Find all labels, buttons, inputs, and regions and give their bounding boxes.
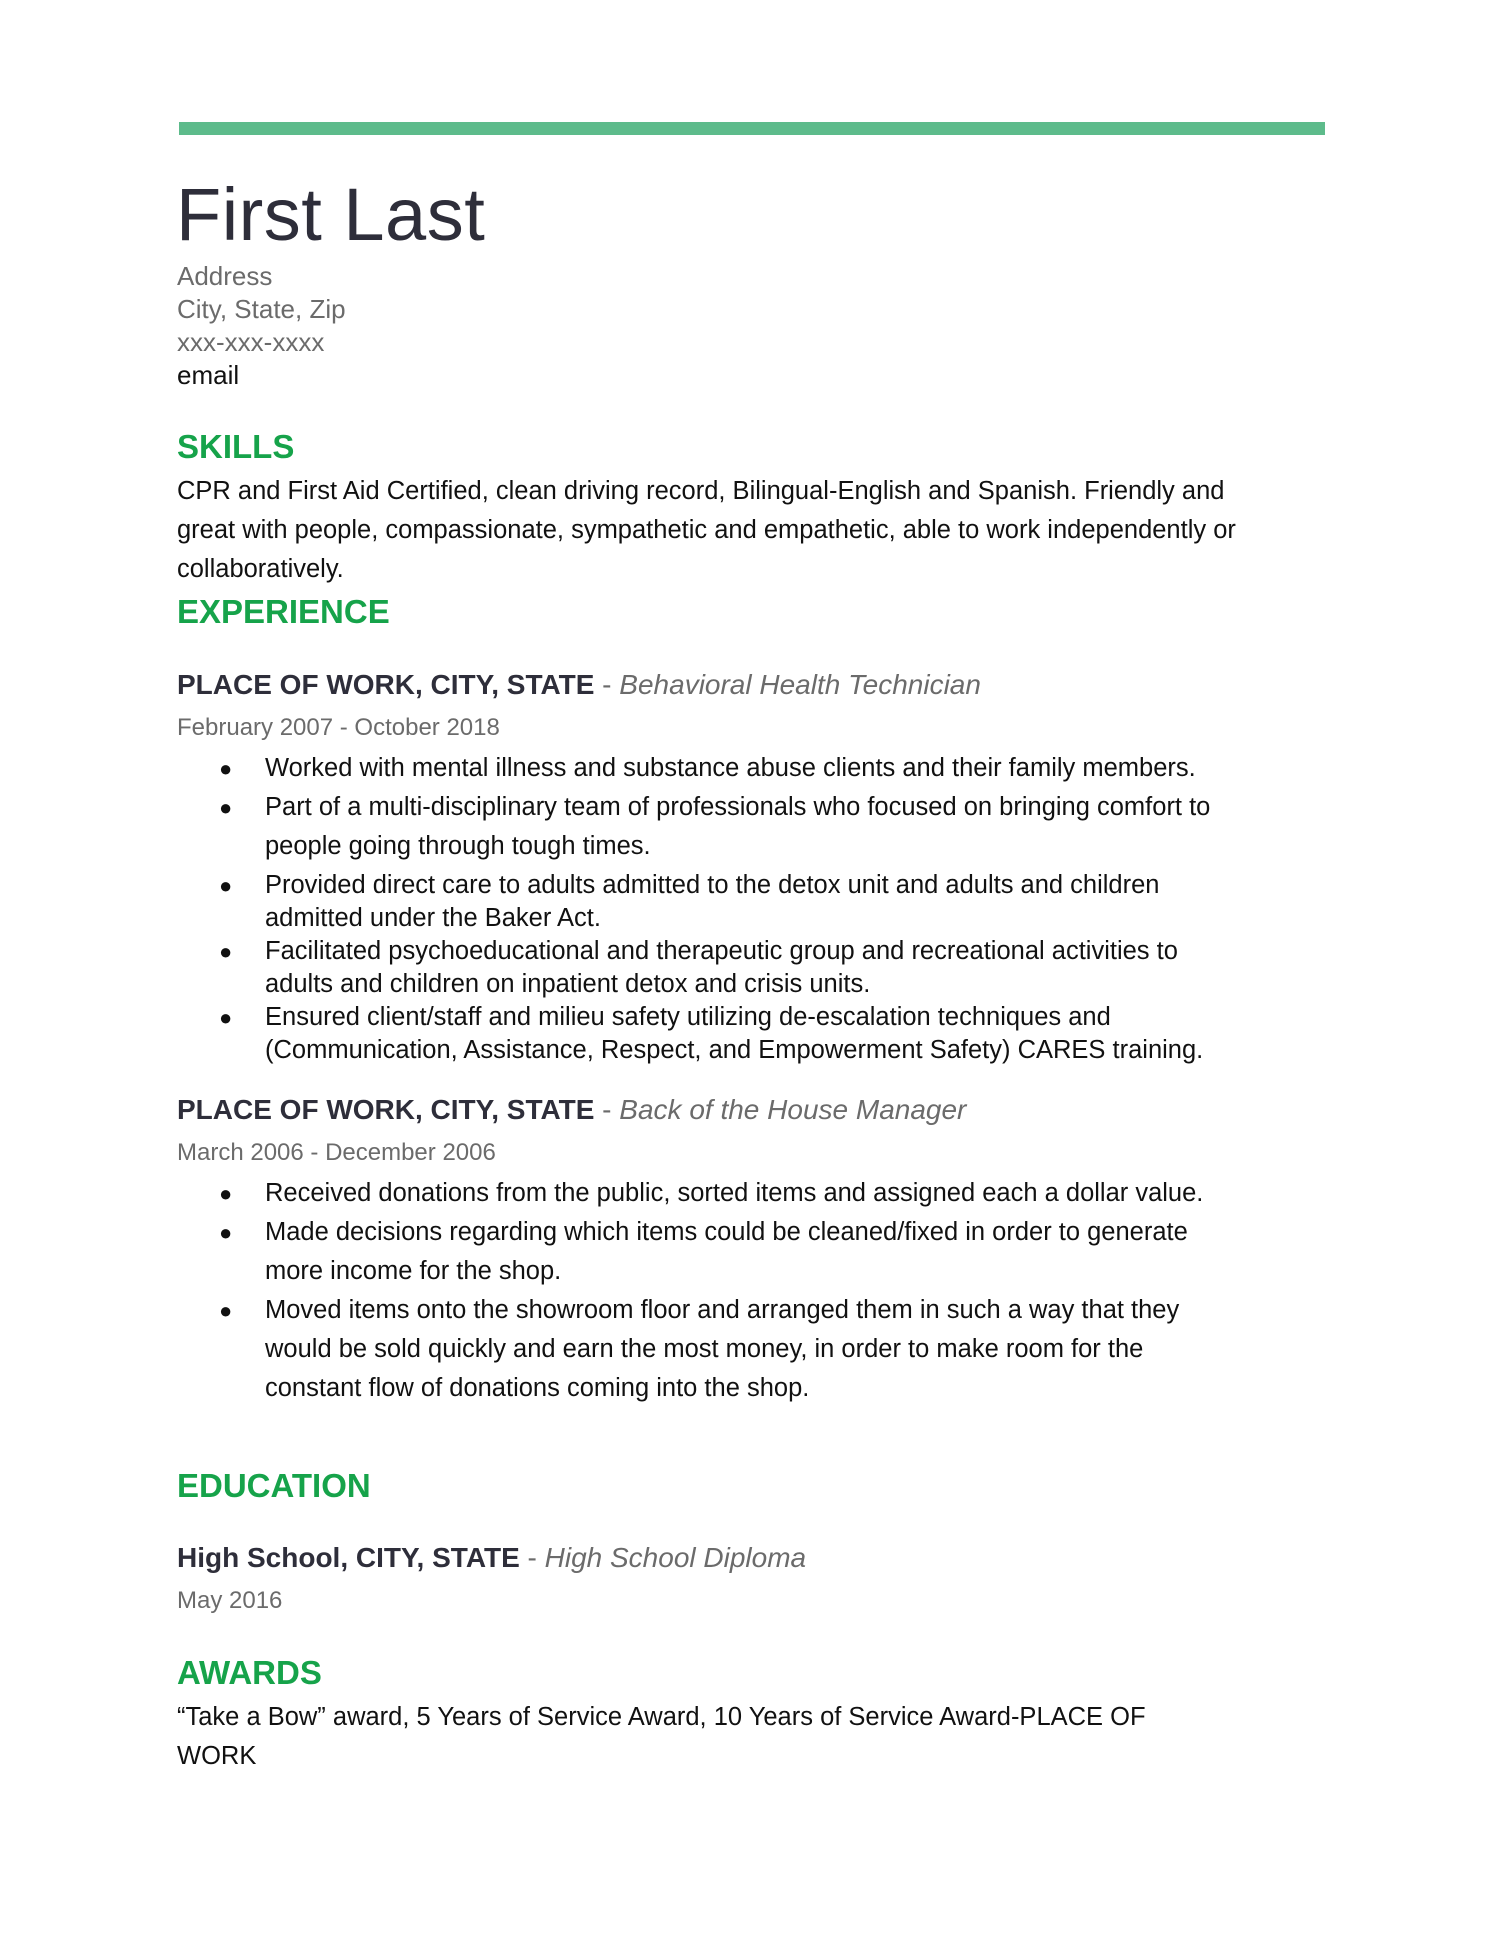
bullet-line: adults and children on inpatient detox and crisis units. [265,970,871,998]
bullet-dot: ● [219,1220,233,1245]
job-separator: - [594,669,620,700]
job-bullets [177,1174,1327,1408]
job-role: Back of the House Manager [619,1094,967,1125]
awards-text [177,1698,1327,1776]
list-item [177,749,1327,788]
skills-line: great with people, compassionate, sympathetic and empathetic, able to work independently or [177,516,1236,544]
job-separator: - [594,1094,620,1125]
job-dates: February 2007 - October 2018 [177,714,500,741]
bullet-line: Facilitated psychoeducational and therapeutic group and recreational activities to [265,937,1178,965]
bullet-line: Part of a multi-disciplinary team of professionals who focused on bringing comfort to [265,793,1211,821]
bullet-dot: ● [219,1181,233,1206]
awards-line: “Take a Bow” award, 5 Years of Service Award, 10 Years of Service Award-PLACE OF [177,1703,1146,1731]
bullet-dot: ● [219,873,233,898]
skills-heading: SKILLS [177,428,295,465]
list-item [177,1291,1327,1408]
list-item [177,935,1327,1001]
experience-heading: EXPERIENCE [177,593,390,630]
bullet-line: more income for the shop. [265,1257,562,1285]
bullet-line: Ensured client/staff and milieu safety utilizing de-escalation techniques and [265,1003,1111,1031]
job-title-line [177,667,981,703]
bullet-line: would be sold quickly and earn the most money, in order to make room for the [265,1335,1144,1363]
bullet-line: admitted under the Baker Act. [265,904,601,932]
job-place: PLACE OF WORK, CITY, STATE [177,669,595,700]
bullet-line: Provided direct care to adults admitted to the detox unit and adults and children [265,871,1160,899]
bullet-dot: ● [219,795,233,820]
job-title-line [177,1092,966,1128]
bullet-line: Moved items onto the showroom floor and arranged them in such a way that they [265,1296,1180,1324]
bullet-dot: ● [219,1298,233,1323]
bullet-line: (Communication, Assistance, Respect, and Empowerment Safety) CARES training. [265,1036,1204,1064]
job-role: Behavioral Health Technician [619,669,981,700]
education-date: May 2016 [177,1587,283,1614]
degree: High School Diploma [544,1542,807,1573]
accent-bar [179,122,1325,135]
education-title-line [177,1540,806,1576]
education-heading: EDUCATION [177,1467,371,1504]
job-dates: March 2006 - December 2006 [177,1139,496,1166]
bullet-line: Made decisions regarding which items could be cleaned/fixed in order to generate [265,1218,1188,1246]
bullet-line: Worked with mental illness and substance abuse clients and their family members. [265,754,1196,782]
bullet-dot: ● [219,756,233,781]
education-separator: - [519,1542,545,1573]
address: Address [177,261,273,291]
bullet-line: people going through tough times. [265,832,651,860]
bullet-dot: ● [219,1005,233,1030]
bullet-line: constant flow of donations coming into the shop. [265,1374,810,1402]
skills-line: collaboratively. [177,555,344,583]
skills-text [177,472,1327,589]
awards-heading: AWARDS [177,1654,322,1691]
candidate-name: First Last [176,173,486,256]
bullet-dot: ● [219,939,233,964]
school: High School, CITY, STATE [177,1542,520,1573]
city-state-zip: City, State, Zip [177,294,346,324]
bullet-line: Received donations from the public, sorted items and assigned each a dollar value. [265,1179,1204,1207]
list-item [177,1213,1327,1291]
skills-line: CPR and First Aid Certified, clean driving record, Bilingual-English and Spanish. Friendly and [177,477,1225,505]
list-item [177,1001,1327,1067]
list-item [177,788,1327,866]
email[interactable]: email [177,360,240,390]
list-item [177,1174,1327,1213]
job-place: PLACE OF WORK, CITY, STATE [177,1094,595,1125]
job-bullets [177,749,1327,1067]
phone: xxx-xxx-xxxx [177,327,325,357]
list-item [177,869,1327,935]
awards-line: WORK [177,1742,257,1770]
